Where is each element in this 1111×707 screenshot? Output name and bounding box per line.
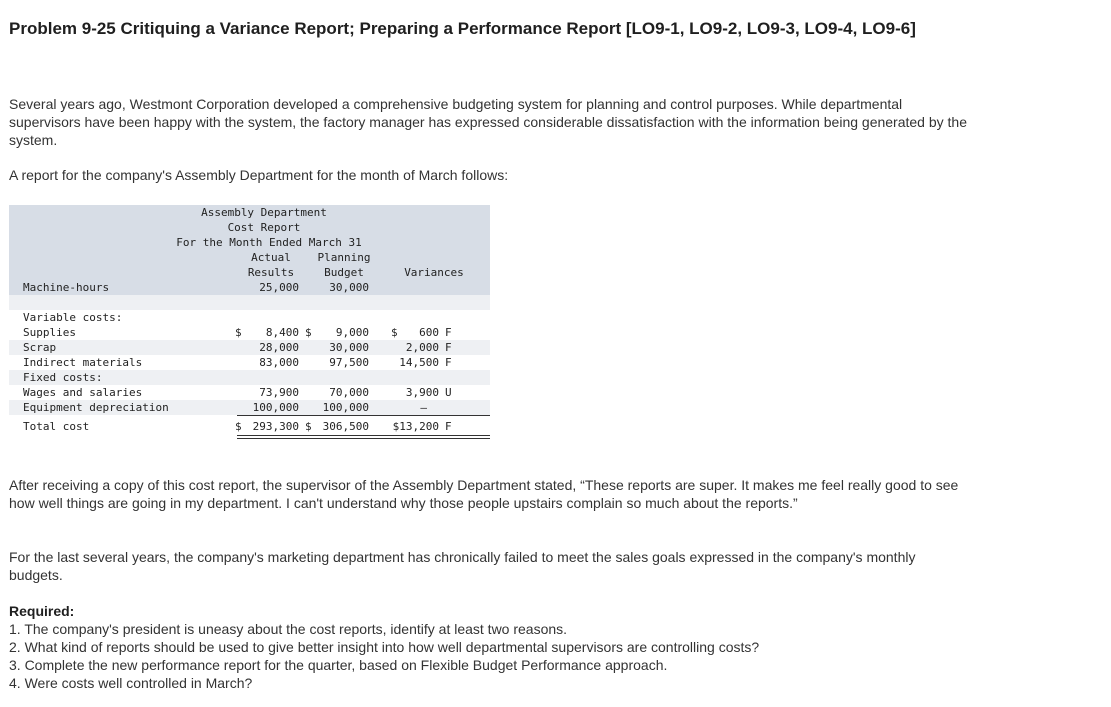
col-header-actual-1: Actual: [251, 251, 291, 264]
row-planning: 30,000: [329, 341, 369, 354]
row-flag: F: [445, 341, 452, 354]
row-actual: 8,400: [265, 326, 299, 339]
machine-hours-planning: 30,000: [329, 281, 369, 294]
row-actual: 28,000: [259, 341, 299, 354]
dollar-sign: $: [305, 420, 312, 433]
total-variance: $13,200: [392, 420, 439, 433]
variable-costs-label: Variable costs:: [23, 311, 123, 324]
total-actual: 293,300: [252, 420, 299, 433]
row-planning: 100,000: [322, 401, 369, 414]
report-intro-paragraph: A report for the company's Assembly Department for the month of March follows:: [9, 167, 509, 183]
row-variance: –: [420, 401, 427, 414]
subtotal-rule: [237, 415, 490, 416]
row-label: Equipment depreciation: [23, 401, 169, 414]
supervisor-quote-paragraph: After receiving a copy of this cost report, the supervisor of the Assembly Department stated, “These reports are super. It makes me feel really good to see how well things are going in my department. I can't understand why those people upstairs complain so much about the reports.”: [9, 477, 959, 511]
col-header-planning-2: Budget: [324, 266, 364, 279]
dollar-sign: $: [305, 326, 312, 339]
total-planning: 306,500: [322, 420, 369, 433]
required-item: 2. What kind of reports should be used to give better insight into how well departmental supervisors are controlling costs?: [9, 639, 760, 655]
report-dept-name: Assembly Department: [201, 206, 327, 219]
required-heading: Required:: [9, 603, 75, 619]
report-name: Cost Report: [227, 221, 301, 234]
row-flag: F: [445, 356, 452, 369]
total-flag: F: [445, 420, 452, 433]
fixed-costs-label: Fixed costs:: [23, 371, 103, 384]
row-planning: 70,000: [329, 386, 369, 399]
row-actual: 100,000: [252, 401, 299, 414]
row-variance: 600: [419, 326, 439, 339]
col-header-actual-2: Results: [247, 266, 295, 279]
row-label: Wages and salaries: [23, 386, 143, 399]
machine-hours-actual: 25,000: [259, 281, 299, 294]
row-variance: 3,900: [405, 386, 439, 399]
report-period: For the Month Ended March 31: [176, 236, 362, 249]
required-item: 4. Were costs well controlled in March?: [9, 675, 253, 691]
row-flag: U: [445, 386, 452, 399]
row-variance: 14,500: [399, 356, 439, 369]
row-label: Scrap: [23, 341, 57, 354]
intro-paragraph: Several years ago, Westmont Corporation developed a comprehensive budgeting system for planning and control purposes. While departmental supervisors have been happy with the system, the factory manager has expressed considerable dissatisfaction with the information being generated by the system.: [9, 96, 967, 148]
col-header-variances: Variances: [404, 266, 464, 279]
total-label: Total cost: [23, 420, 90, 433]
row-variance: 2,000: [405, 341, 439, 354]
row-planning: 9,000: [335, 326, 369, 339]
dollar-sign: $: [235, 420, 242, 433]
row-label: Indirect materials: [23, 356, 143, 369]
required-item: 1. The company's president is uneasy about the cost reports, identify at least two reasons.: [9, 621, 568, 637]
row-actual: 73,900: [259, 386, 299, 399]
row-band: [9, 295, 490, 310]
row-actual: 83,000: [259, 356, 299, 369]
row-planning: 97,500: [329, 356, 369, 369]
required-section: [9, 602, 969, 692]
cost-report-table: [9, 205, 490, 438]
required-item: 3. Complete the new performance report for the quarter, based on Flexible Budget Performance approach.: [9, 657, 668, 673]
problem-title: Problem 9-25 Critiquing a Variance Report; Preparing a Performance Report [LO9-1, LO9-2, LO9-3, LO9-4, LO9-6]: [9, 19, 916, 38]
col-header-planning-1: Planning: [317, 251, 371, 264]
marketing-paragraph: For the last several years, the company's marketing department has chronically failed to meet the sales goals expressed in the company's monthly budgets.: [9, 549, 916, 583]
double-rule-top: [237, 435, 490, 436]
dollar-sign: $: [235, 326, 242, 339]
double-rule-bottom: [237, 438, 490, 439]
machine-hours-label: Machine-hours: [23, 281, 110, 294]
row-flag: F: [445, 326, 452, 339]
dollar-sign: $: [391, 326, 398, 339]
row-label: Supplies: [23, 326, 76, 339]
